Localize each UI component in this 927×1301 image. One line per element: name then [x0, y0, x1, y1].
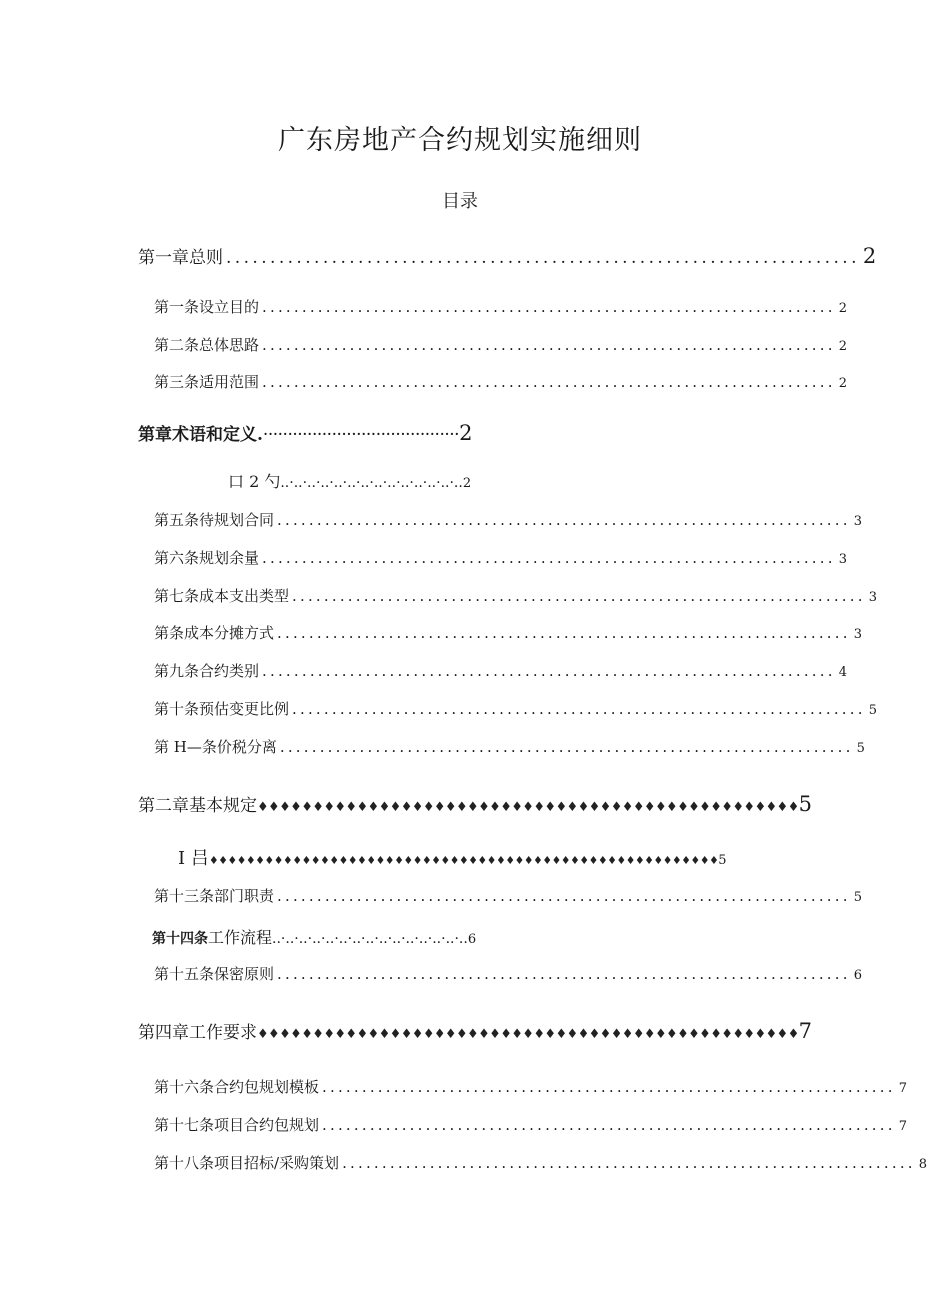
toc-page-number: 3 [868, 590, 877, 605]
toc-label-prefix: 第十四条 [152, 931, 208, 947]
toc-page-number: 4 [838, 665, 847, 680]
toc-leader: ........................................................................ [322, 1078, 896, 1096]
toc-article-14[interactable] [152, 925, 476, 948]
toc-article-15[interactable] [154, 963, 862, 984]
toc-label: 口 2 勺 [228, 472, 281, 491]
toc-article-5[interactable] [154, 509, 862, 530]
toc-page-number: 3 [853, 627, 862, 642]
toc-leader: ........................................................................ [277, 965, 851, 983]
toc-page-number: 2 [462, 476, 472, 491]
toc-article-13[interactable] [154, 885, 862, 906]
toc-page-number: 7 [898, 1081, 907, 1096]
toc-page-number: 5 [868, 703, 877, 718]
toc-leader: ........................................................................ [262, 662, 836, 680]
toc-heading: 目录 [442, 191, 478, 212]
toc-leader: ..·..·..·..·..·..·..·..·..·..·..·..·..·.. [280, 475, 463, 491]
toc-label: 第 H—条价税分离 [154, 738, 277, 756]
toc-leader: ........................................................................ [262, 336, 836, 354]
toc-label: 第九条合约类别 [154, 662, 260, 680]
toc-label: 第条成本分摊方式 [154, 624, 275, 642]
toc-page-number: 2 [838, 301, 847, 316]
toc-article-10[interactable] [154, 698, 877, 719]
toc-label: 第二章基本规定 [138, 796, 257, 816]
toc-label: 第十七条项目合约包规划 [154, 1116, 320, 1134]
toc-label: 第一条设立目的 [154, 298, 260, 316]
toc-page-number: 5 [856, 741, 865, 756]
toc-article-17[interactable] [154, 1114, 907, 1135]
toc-leader: ..·..·..·..·..·..·..·..·..·..·..·..·..·..·.. [272, 931, 468, 947]
toc-leader: ........................................................................ [226, 248, 860, 268]
toc-leader: ♦♦♦♦♦♦♦♦♦♦♦♦♦♦♦♦♦♦♦♦♦♦♦♦♦♦♦♦♦♦♦♦♦♦♦♦♦♦♦♦♦♦♦♦♦♦♦♦♦♦♦♦♦♦♦ [208, 854, 719, 867]
toc-page-number: 5 [718, 853, 727, 868]
toc-chapter-4[interactable] [138, 1018, 812, 1043]
toc-chapter-2[interactable] [138, 420, 472, 445]
toc-label: 第章术语和定义. [138, 425, 263, 445]
toc-page-number: 2 [459, 421, 473, 445]
toc-article-7[interactable] [154, 585, 877, 606]
toc-page-number: 3 [838, 552, 847, 567]
toc-page-number: 3 [853, 514, 862, 529]
toc-leader: ♦♦♦♦♦♦♦♦♦♦♦♦♦♦♦♦♦♦♦♦♦♦♦♦♦♦♦♦♦♦♦♦♦♦♦♦♦♦♦♦♦♦♦♦♦♦♦♦♦ [257, 1027, 799, 1042]
toc-page-number: 8 [918, 1157, 927, 1172]
toc-page-number: 6 [853, 968, 862, 983]
toc-article-12[interactable] [178, 844, 727, 870]
toc-label: 第三条适用范围 [154, 373, 260, 391]
toc-page-number: 5 [798, 792, 813, 816]
toc-article-6[interactable] [154, 547, 847, 568]
toc-leader: ········································ [262, 425, 460, 445]
toc-label: 第六条规划余量 [154, 549, 260, 567]
toc-leader: ........................................................................ [262, 373, 836, 391]
toc-page-number: 2 [862, 244, 877, 268]
toc-page-number: 6 [467, 932, 477, 947]
toc-leader: ♦♦♦♦♦♦♦♦♦♦♦♦♦♦♦♦♦♦♦♦♦♦♦♦♦♦♦♦♦♦♦♦♦♦♦♦♦♦♦♦♦♦♦♦♦♦♦♦♦ [257, 800, 799, 815]
toc-label: 第二条总体思路 [154, 336, 260, 354]
toc-page-number: 7 [798, 1019, 813, 1043]
toc-leader: ........................................................................ [292, 587, 866, 605]
toc-article-11[interactable] [154, 736, 865, 757]
toc-leader: ........................................................................ [277, 511, 851, 529]
toc-leader: ........................................................................ [292, 700, 866, 718]
toc-label: 工作流程 [208, 928, 273, 947]
toc-label: 第十三条部门职责 [154, 887, 275, 905]
toc-label: I 吕 [178, 848, 209, 869]
toc-label: 第七条成本支出类型 [154, 587, 290, 605]
toc-article-16[interactable] [154, 1076, 907, 1097]
toc-page-number: 7 [898, 1119, 907, 1134]
toc-leader: ........................................................................ [322, 1116, 896, 1134]
toc-article-1[interactable] [154, 296, 847, 317]
toc-article-3[interactable] [154, 371, 847, 392]
toc-chapter-3[interactable] [138, 791, 812, 816]
toc-page-number: 2 [838, 339, 847, 354]
toc-article-4[interactable] [228, 469, 471, 492]
document-title: 广东房地产合约规划实施细则 [278, 125, 642, 156]
toc-leader: ........................................................................ [262, 549, 836, 567]
toc-label: 第一章总则 [138, 248, 223, 268]
toc-label: 第十条预估变更比例 [154, 700, 290, 718]
toc-article-2[interactable] [154, 334, 847, 355]
toc-leader: ........................................................................ [262, 298, 836, 316]
toc-label: 第五条待规划合同 [154, 511, 275, 529]
toc-leader: ........................................................................ [279, 738, 854, 756]
toc-page-number: 2 [838, 376, 847, 391]
toc-leader: ........................................................................ [277, 887, 851, 905]
toc-label: 第四章工作要求 [138, 1023, 257, 1043]
toc-leader: ........................................................................ [277, 624, 851, 642]
toc-article-9[interactable] [154, 660, 847, 681]
toc-label: 第十八条项目招标/采购策划 [154, 1154, 340, 1172]
toc-page-number: 5 [853, 890, 862, 905]
toc-label: 第十五条保密原则 [154, 965, 275, 983]
toc-label: 第十六条合约包规划模板 [154, 1078, 320, 1096]
toc-chapter-1[interactable] [138, 243, 877, 268]
toc-article-18[interactable] [154, 1152, 927, 1173]
toc-leader: ........................................................................ [342, 1154, 916, 1172]
toc-article-8[interactable] [154, 622, 862, 643]
